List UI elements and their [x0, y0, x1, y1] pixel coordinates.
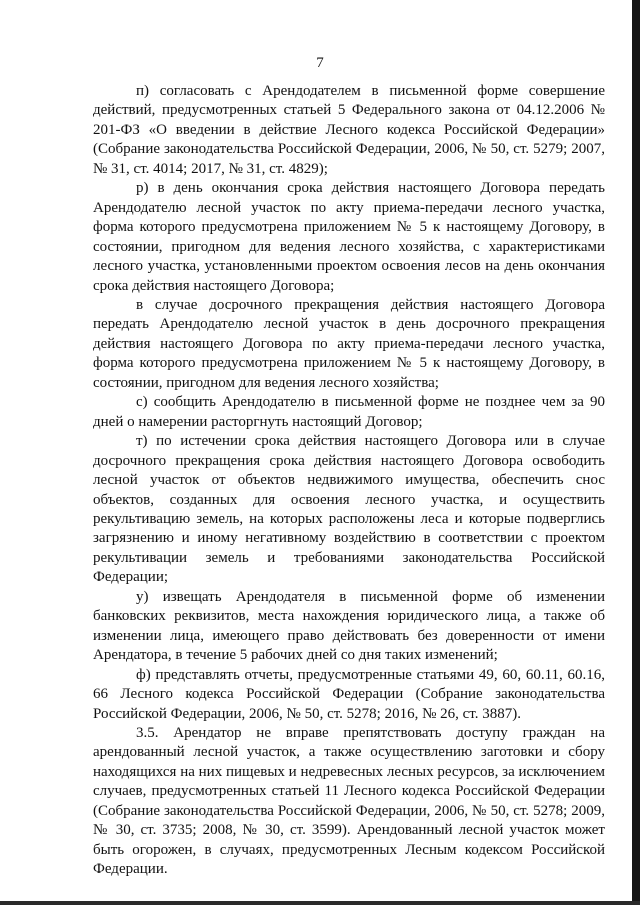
paragraph-item-p: п) согласовать с Арендодателем в письменной форме совершение действий, предусмотренных статьей 5 Федерального закона от 04.12.2006 № 201-ФЗ «О введении в действие Лесного кодекса Российской Федерации» (Собрание законодательства Российской Федерации, 2006, № 50, ст. 5279; 2007, № 31, ст. 4014; 2017, № 31, ст. 4829);	[93, 83, 605, 177]
paragraph-item-r: р) в день окончания срока действия настоящего Договора передать Арендодателю лесной участок по акту приема-передачи лесного участка, форма которого предусмотрена приложением № 5 к настоящему Договору, в состоянии, пригодном для ведения лесного хозяйства, с характеристиками лесного участка, установленными проектом освоения лесов на день окончания срока действия настоящего Договора;	[93, 180, 605, 294]
paragraph-early-termination: в случае досрочного прекращения действия настоящего Договора передать Арендодателю лесной участок в день досрочного прекращения действия настоящего Договора по акту приема-передачи лесного участка, форма которого предусмотрена приложением № 5 к настоящему Договору, в состоянии, пригодном для ведения лесного хозяйства;	[93, 296, 605, 391]
paragraph-item-f: ф) представлять отчеты, предусмотренные статьями 49, 60, 60.11, 60.16, 66 Лесного кодекса Российской Федерации (Собрание законодательства Российской Федерации, 2006, № 50, ст. 5278; 2016, № 26, ст. 3887).	[93, 666, 605, 722]
scan-edge-bottom	[0, 901, 640, 905]
scan-edge-right	[632, 0, 640, 905]
page-number: 7	[316, 55, 324, 71]
paragraph-item-u: у) извещать Арендодателя в письменной форме об изменении банковских реквизитов, места нахождения юридического лица, а также об изменении лица, имеющего право действовать без доверенности от имени Арендатора, в течение 5 рабочих дней со дня таких изменений;	[93, 588, 605, 664]
paragraph-section-3-5: 3.5. Арендатор не вправе препятствовать доступу граждан на арендованный лесной участок, а также осуществлению заготовки и сбору находящихся на них пищевых и недревесных лесных ресурсов, за исключением случаев, предусмотренных статьей 11 Лесного кодекса Российской Федерации (Собрание законодательства Российской Федерации, 2006, № 50, ст. 5278; 2009, № 30, ст. 3735; 2008, № 30, ст. 3599). Арендованный лесной участок может быть огорожен, в случаях, предусмотренных Лесным кодексом Российской Федерации.	[93, 724, 605, 878]
paragraph-item-s: с) сообщить Арендодателю в письменной форме не позднее чем за 90 дней о намерении расторгнуть настоящий Договор;	[93, 394, 605, 430]
document-body	[93, 82, 605, 880]
paragraph-item-t: т) по истечении срока действия настоящего Договора или в случае досрочного прекращения срока действия настоящего Договора освободить лесной участок от объектов недвижимого имущества, обеспечить снос объектов, созданных для освоения лесного участка, и осуществить рекультивацию земель, на которых расположены леса и которые подверглись загрязнению и иному негативному воздействию в соответствии с проектом рекультивации земель и требованиями законодательства Российской Федерации;	[93, 433, 605, 586]
